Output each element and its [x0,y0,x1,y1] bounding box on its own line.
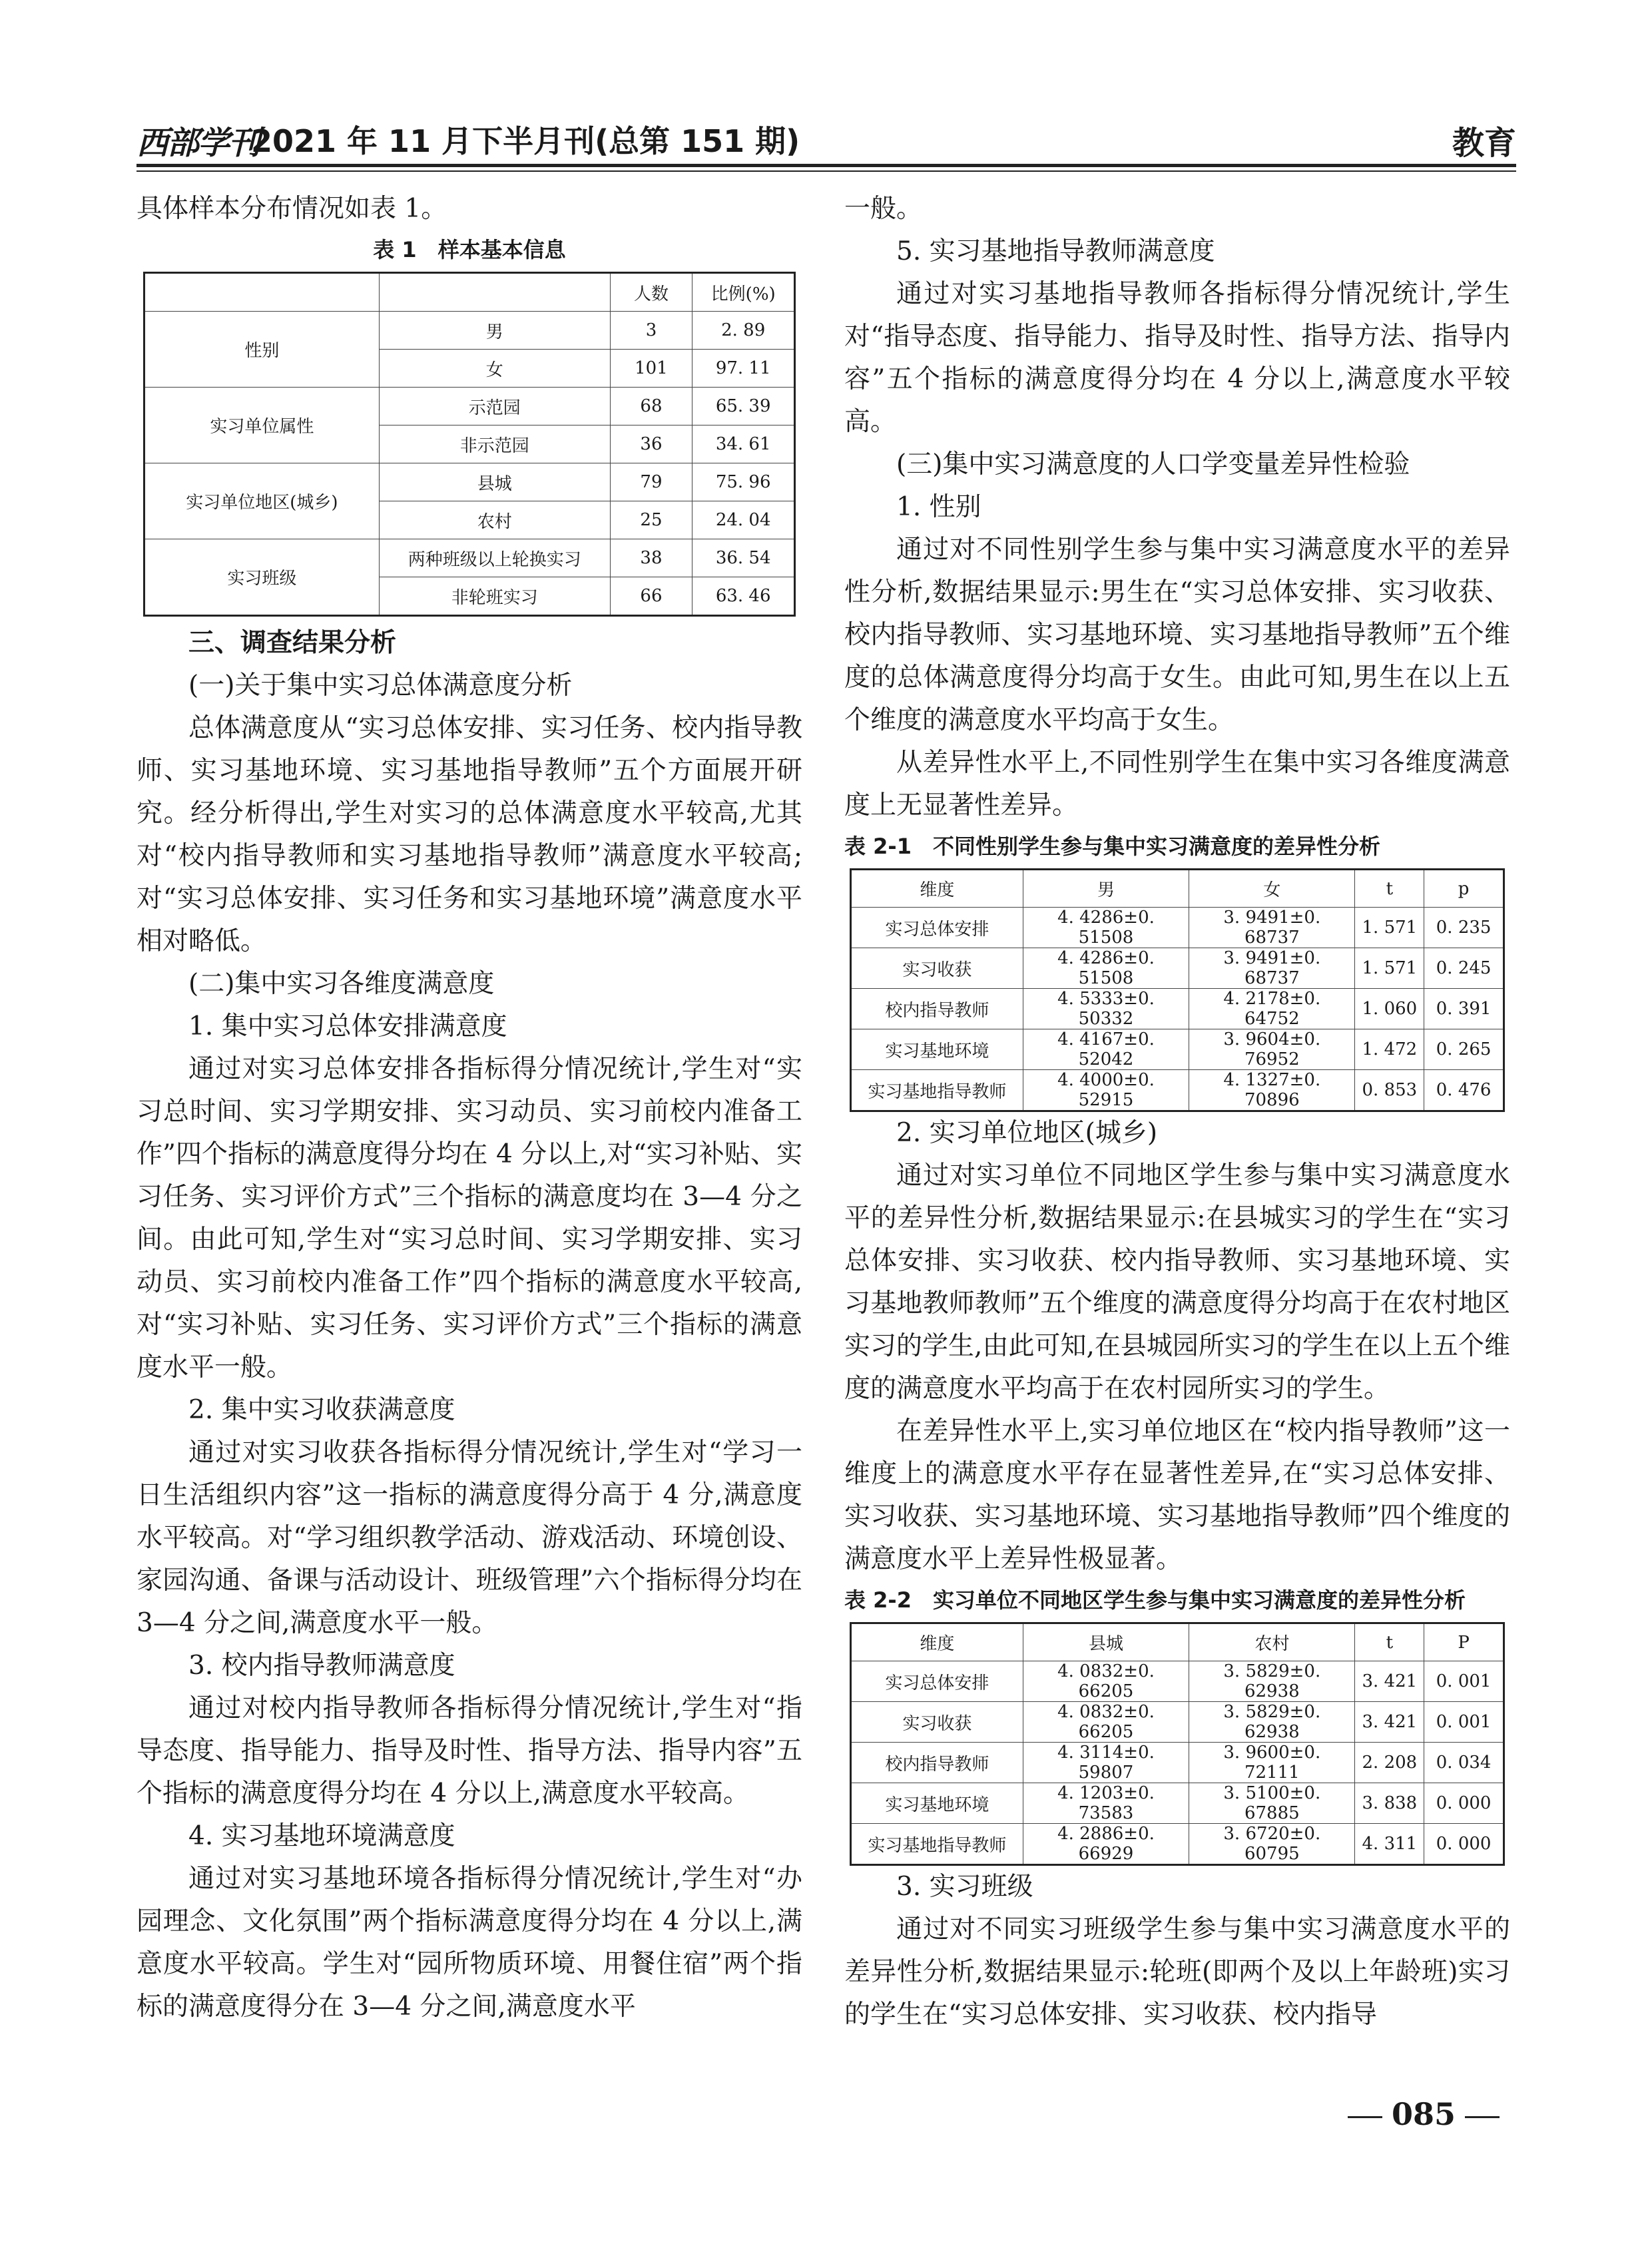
table-group-cell: 实习单位属性 [144,388,380,463]
body-paragraph: 通过对实习收获各指标得分情况统计,学生对“学习一日生活组织内容”这一指标的满意度得分高于 4 分,满意度水平较高。对“学习组织教学活动、游戏活动、环境创设、家园沟通、备课与活动设计、班级管理”六个指标得分均在 3—4 分之间,满意度水平一般。 [137,1438,802,1638]
body-paragraph: 通过对实习单位不同地区学生参与集中实习满意度水平的差异性分析,数据结果显示:在县城实习的学生在“实习总体安排、实习收获、校内指导教师、实习基地环境、实习基地教师教师”五个维度的满意度得分均高于在农村地区实习的学生,由此可知,在县城园所实习的学生在以上五个维度的满意度水平均高于在农村园所实习的学生。 [844,1161,1510,1404]
table-cell: 68 [610,388,692,425]
table-cell: 4. 4286±0. 51508 [1023,948,1189,989]
journal-logo: 西部学刊 [137,125,260,162]
table-cell: 男 [379,312,610,350]
page-number [1338,2096,1509,2132]
table-cell: 实习总体安排 [851,1661,1023,1702]
body-paragraph: 通过对实习基地指导教师各指标得分情况统计,学生对“指导态度、指导能力、指导及时性、指导方法、指导内容”五个指标的满意度得分均在 4 分以上,满意度水平较高。 [844,279,1510,437]
table-cell: 校内指导教师 [851,1743,1023,1783]
table-row [851,1743,1504,1783]
table-cell: 实习基地环境 [851,1029,1023,1070]
table-row [851,1702,1504,1743]
table-cell: 实习总体安排 [851,908,1023,948]
item-heading: 3. 实习班级 [896,1872,1033,1902]
table-cell: 101 [610,350,692,388]
section-name: 教育 [1452,125,1516,162]
table-cell: 3. 6720±0. 60795 [1189,1824,1355,1865]
table1-caption: 表 1 样本基本信息 [373,237,566,262]
section-heading: 三、调查结果分析 [188,628,397,658]
table-cell: 4. 2178±0. 64752 [1189,989,1355,1029]
table2-1-caption: 表 2-1 不同性别学生参与集中实习满意度的差异性分析 [844,834,1380,859]
table-header-cell: 人数 [610,273,692,312]
body-paragraph: 通过对校内指导教师各指标得分情况统计,学生对“指导态度、指导能力、指导及时性、指导方法、指导内容”五个指标的满意度得分均在 4 分以上,满意度水平较高。 [137,1693,802,1809]
table-cell: 实习基地指导教师 [851,1824,1023,1865]
subsection-heading: (二)集中实习各维度满意度 [188,969,495,999]
page-number-value: 085 [1392,2096,1456,2132]
issue-info: 2021 年 11 月下半月刊(总第 151 期) [251,123,800,159]
table-cell: 3. 421 [1355,1661,1424,1702]
item-heading: 3. 校内指导教师满意度 [188,1651,455,1681]
table-cell: 4. 4000±0. 52915 [1023,1070,1189,1111]
body-paragraph: 通过对不同性别学生参与集中实习满意度水平的差异性分析,数据结果显示:男生在“实习总体安排、实习收获、校内指导教师、实习基地环境、实习基地指导教师”五个维度的总体满意度得分均高于女生。由此可知,男生在以上五个维度的满意度水平均高于女生。 [844,535,1510,735]
running-header [137,113,1516,162]
table-row [851,948,1504,989]
table-header-cell: 维度 [851,1623,1023,1661]
table-header-cell: P [1424,1623,1504,1661]
table-cell: 3. 421 [1355,1702,1424,1743]
table-group-cell: 实习单位地区(城乡) [144,463,380,539]
table-cell: 75. 96 [692,463,795,501]
table-group-cell: 性别 [144,312,380,388]
table-cell: 1. 571 [1355,908,1424,948]
page-number-dash [1465,2116,1500,2118]
table-cell: 4. 311 [1355,1824,1424,1865]
table-cell: 县城 [379,463,610,501]
subsection-heading: (三)集中实习满意度的人口学变量差异性检验 [896,449,1410,479]
table-cell: 34. 61 [692,425,795,463]
table-cell: 79 [610,463,692,501]
table-cell: 3. 9491±0. 68737 [1189,908,1355,948]
table-cell: 3. 5100±0. 67885 [1189,1783,1355,1824]
table-header-cell: 比例(%) [692,273,795,312]
item-heading: 4. 实习基地环境满意度 [188,1821,455,1851]
table-header-row [851,1623,1504,1661]
body-paragraph: 通过对实习基地环境各指标得分情况统计,学生对“办园理念、文化氛围”两个指标满意度得分均在 4 分以上,满意度水平较高。学生对“园所物质环境、用餐住宿”两个指标的满意度得分在 3—4 分之间,满意度水平 [137,1864,802,2022]
gender-difference-table [850,868,1505,1112]
table-cell: 1. 472 [1355,1029,1424,1070]
table-header-cell: p [1424,870,1504,908]
table-group-cell: 实习班级 [144,539,380,616]
table-cell: 36 [610,425,692,463]
table-cell: 97. 11 [692,350,795,388]
table-row [851,1783,1504,1824]
body-paragraph-continued: 一般。 [844,194,923,224]
table-cell: 非示范园 [379,425,610,463]
table-cell: 1. 571 [1355,948,1424,989]
table-cell: 0. 000 [1424,1783,1504,1824]
header-rule-thin [137,170,1516,172]
item-heading: 2. 实习单位地区(城乡) [896,1118,1158,1148]
table-row [851,1070,1504,1111]
sample-info-table [143,272,796,617]
region-difference-table [850,1622,1505,1866]
table-row [144,388,795,425]
table-cell: 3. 9604±0. 76952 [1189,1029,1355,1070]
table-row [851,989,1504,1029]
table2-2-caption: 表 2-2 实习单位不同地区学生参与集中实习满意度的差异性分析 [844,1587,1466,1613]
header-rule-thick [137,164,1516,167]
table-row [144,463,795,501]
item-heading: 1. 性别 [896,492,981,522]
table-cell: 农村 [379,501,610,539]
table-cell: 0. 001 [1424,1702,1504,1743]
table-header-cell: t [1355,870,1424,908]
table-cell: 66 [610,577,692,616]
table-cell: 示范园 [379,388,610,425]
table-header-row [851,870,1504,908]
table-row [144,312,795,350]
table-cell: 两种班级以上轮换实习 [379,539,610,577]
table-cell: 0. 391 [1424,989,1504,1029]
table-cell: 3. 9491±0. 68737 [1189,948,1355,989]
table-header-cell: 男 [1023,870,1189,908]
table-cell: 0. 000 [1424,1824,1504,1865]
table-cell: 25 [610,501,692,539]
table-row [851,1661,1504,1702]
table-cell: 63. 46 [692,577,795,616]
table-cell: 女 [379,350,610,388]
table-cell: 实习基地环境 [851,1783,1023,1824]
table-cell: 4. 2886±0. 66929 [1023,1824,1189,1865]
table-header-cell: 维度 [851,870,1023,908]
table-cell: 0. 235 [1424,908,1504,948]
table-cell: 36. 54 [692,539,795,577]
table-header-cell: t [1355,1623,1424,1661]
table-cell: 0. 476 [1424,1070,1504,1111]
table-cell: 0. 853 [1355,1070,1424,1111]
table-cell: 4. 4286±0. 51508 [1023,908,1189,948]
page-number-dash [1348,2116,1382,2118]
table-header-cell [144,273,380,312]
body-paragraph: 从差异性水平上,不同性别学生在集中实习各维度满意度上无显著性差异。 [844,748,1510,820]
table-cell: 3. 838 [1355,1783,1424,1824]
table-cell: 24. 04 [692,501,795,539]
table-cell: 4. 0832±0. 66205 [1023,1661,1189,1702]
body-paragraph: 通过对实习总体安排各指标得分情况统计,学生对“实习总时间、实习学期安排、实习动员、实习前校内准备工作”四个指标的满意度得分均在 4 分以上,对“实习补贴、实习任务、实习评价方式”三个指标的满意度均在 3—4 分之间。由此可知,学生对“实习总时间、实习学期安排、实习动员、实习前校内准备工作”四个指标的满意度水平较高,对“实习补贴、实习任务、实习评价方式”三个指标的满意度水平一般。 [137,1054,802,1382]
left-column [137,188,802,2028]
intro-paragraph: 具体样本分布情况如表 1。 [137,194,447,224]
table-cell: 4. 1327±0. 70896 [1189,1070,1355,1111]
table-cell: 3 [610,312,692,350]
table-cell: 实习收获 [851,948,1023,989]
body-paragraph: 总体满意度从“实习总体安排、实习任务、校内指导教师、实习基地环境、实习基地指导教师”五个方面展开研究。经分析得出,学生对实习的总体满意度水平较高,尤其对“校内指导教师和实习基地指导教师”满意度水平较高;对“实习总体安排、实习任务和实习基地环境”满意度水平相对略低。 [137,713,802,956]
table-row [851,1029,1504,1070]
table-cell: 4. 4167±0. 52042 [1023,1029,1189,1070]
body-paragraph: 通过对不同实习班级学生参与集中实习满意度水平的差异性分析,数据结果显示:轮班(即两个及以上年龄班)实习的学生在“实习总体安排、实习收获、校内指导 [844,1914,1510,2030]
table-cell: 0. 265 [1424,1029,1504,1070]
table-cell: 65. 39 [692,388,795,425]
table-header-cell: 女 [1189,870,1355,908]
table-cell: 实习收获 [851,1702,1023,1743]
table-cell: 4. 1203±0. 73583 [1023,1783,1189,1824]
right-column [844,188,1510,2036]
table-cell: 4. 5333±0. 50332 [1023,989,1189,1029]
table-cell: 3. 5829±0. 62938 [1189,1702,1355,1743]
table-header-row [144,273,795,312]
table-row [851,908,1504,948]
table-header-cell: 农村 [1189,1623,1355,1661]
table-cell: 0. 245 [1424,948,1504,989]
table-row [144,539,795,577]
table-cell: 4. 3114±0. 59807 [1023,1743,1189,1783]
table-cell: 0. 034 [1424,1743,1504,1783]
item-heading: 1. 集中实习总体安排满意度 [188,1011,507,1041]
table-cell: 1. 060 [1355,989,1424,1029]
item-heading: 5. 实习基地指导教师满意度 [896,236,1215,266]
body-paragraph: 在差异性水平上,实习单位地区在“校内指导教师”这一维度上的满意度水平存在显著性差异,在“实习总体安排、实习收获、实习基地环境、实习基地指导教师”四个维度的满意度水平上差异性极显著。 [844,1416,1510,1574]
table-cell: 非轮班实习 [379,577,610,616]
table-header-cell [379,273,610,312]
table-cell: 校内指导教师 [851,989,1023,1029]
table-cell: 2. 208 [1355,1743,1424,1783]
table-cell: 0. 001 [1424,1661,1504,1702]
item-heading: 2. 集中实习收获满意度 [188,1395,455,1425]
subsection-heading: (一)关于集中实习总体满意度分析 [188,671,573,701]
table-cell: 3. 9600±0. 72111 [1189,1743,1355,1783]
table-row [851,1824,1504,1865]
table-cell: 3. 5829±0. 62938 [1189,1661,1355,1702]
table-cell: 实习基地指导教师 [851,1070,1023,1111]
table-header-cell: 县城 [1023,1623,1189,1661]
table-cell: 4. 0832±0. 66205 [1023,1702,1189,1743]
table-cell: 2. 89 [692,312,795,350]
table-cell: 38 [610,539,692,577]
